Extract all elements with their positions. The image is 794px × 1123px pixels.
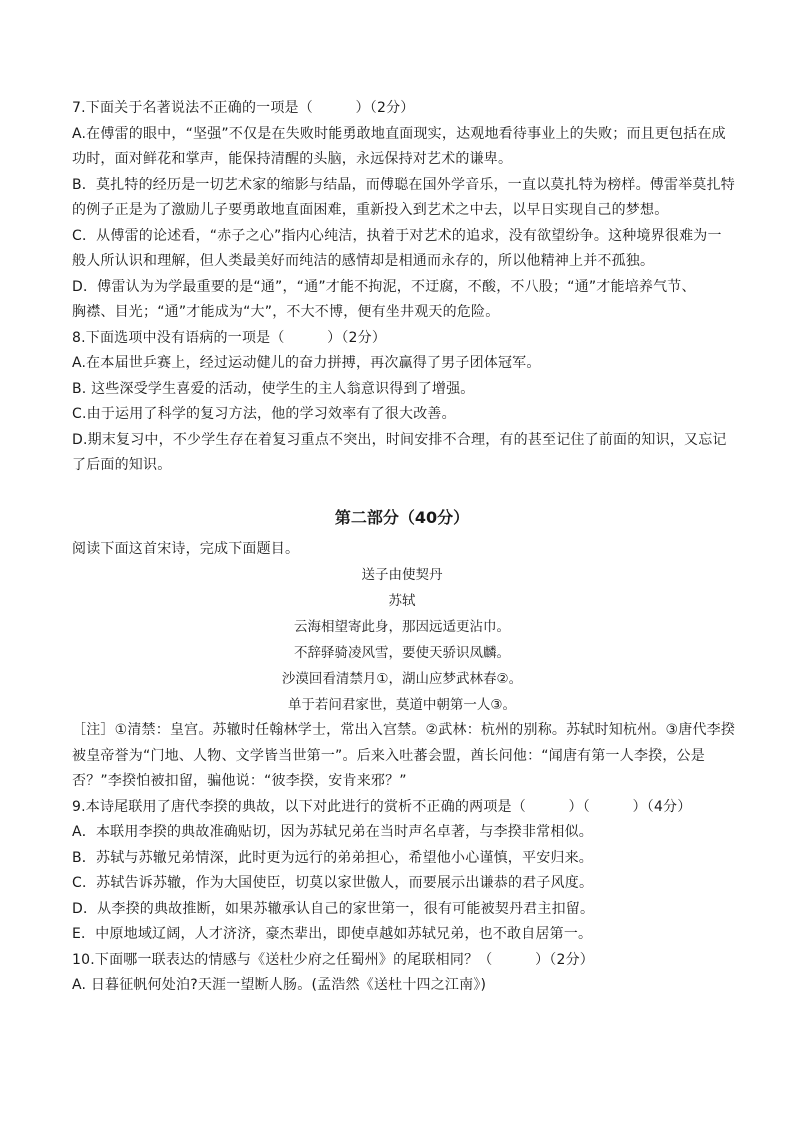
poem-line: 云海相望寄此身，那因远适更沾巾。 — [294, 619, 510, 635]
q8-stem: 8.下面选项中没有语病的一项是（ ）（2分） — [72, 329, 387, 346]
poem-note-line2: 被皇帝誉为“门地、人物、文学皆当世第一”。后来入吐蕃会盟，酋长问他：“闻唐有第一人李揆，公是 — [72, 747, 705, 764]
q7-option-b-line2: 的例子正是为了激励儿子要勇敢地直面困难，重新投入到艺术之中去，以早日实现自己的梦想。 — [72, 202, 669, 218]
q7-stem: 7.下面关于名著说法不正确的一项是（ ）（2分） — [72, 100, 415, 116]
q9-option: B．苏轼与苏辙兄弟情深，此时更为远行的弟弟担心，希望他小心谨慎，平安归来。 — [72, 849, 594, 866]
poem-note-line3: 否？”李揆怕被扣留，骗他说：“彼李揆，安肯来邪？” — [72, 773, 407, 789]
poem-line: 沙漠回看清禁月①，湖山应梦武林春②。 — [281, 671, 523, 687]
q8-option-b: B. 这些深受学生喜爱的活动，使学生的主人翁意识得到了增强。 — [72, 380, 475, 397]
q7-option-a-line2: 功时，面对鲜花和掌声，能保持清醒的头脑，永远保持对艺术的谦卑。 — [72, 151, 513, 167]
q9-option: E．中原地域辽阔，人才济济，豪杰辈出，即使卓越如苏轼兄弟，也不敢自居第一。 — [72, 926, 593, 942]
part2-intro: 阅读下面这首宋诗，完成下面题目。 — [72, 540, 300, 557]
q8-option-d-line2: 了后面的知识。 — [72, 457, 172, 473]
q7-option-a-line1: A.在傅雷的眼中，“坚强”不仅是在失败时能勇敢地直面现实，达观地看待事业上的失败；而且更包括在成 — [72, 125, 726, 142]
poem-note-line1: ［注］①清禁：皇宫。苏辙时任翰林学士，常出入宫禁。②武林：杭州的别称。苏轼时知杭州。③唐代李揆 — [72, 722, 736, 738]
q7-option-d-line1: D．傅雷认为为学最重要的是“通”，“通”才能不拘泥，不迂腐，不酸，不八股；“通”才能培养气节、 — [72, 278, 696, 295]
q8-option-c: C.由于运用了科学的复习方法，他的学习效率有了很大改善。 — [72, 406, 456, 422]
q8-option-d-line1: D.期末复习中，不少学生存在着复习重点不突出，时间安排不合理，有的甚至记住了前面的知识，又忘记 — [72, 431, 727, 448]
q9-option: C．苏轼告诉苏辙，作为大国使臣，切莫以家世傲人，而要展示出谦恭的君子风度。 — [72, 875, 594, 891]
q10-option-a: A. 日暮征帆何处泊?天涯一望断人肠。(孟浩然《送杜十四之江南》) — [72, 977, 487, 993]
q7-option-c-line2: 般人所认识和理解，但人类最美好而纯洁的感情却是相通而永存的，所以他精神上并不孤独。 — [72, 253, 655, 269]
poem-line: 单于若问君家世，莫道中朝第一人③。 — [287, 697, 517, 713]
q7-option-b-line1: B．莫扎特的经历是一切艺术家的缩影与结晶，而傅聪在国外学音乐，一直以莫扎特为榜样。傅雷举莫扎特 — [72, 176, 736, 193]
poem-title: 送子由使契丹 — [361, 567, 443, 583]
q9-option: A．本联用李揆的典故准确贴切，因为苏轼兄弟在当时声名卓著，与李揆非常相似。 — [72, 824, 593, 840]
q8-option-a: A.在本届世乒赛上，经过运动健儿的奋力拼搏，再次赢得了男子团体冠军。 — [72, 355, 541, 371]
poem-author: 苏轼 — [388, 593, 416, 609]
q7-option-d-line2: 胸襟、目光；“通”才能成为“大”，不大不博，便有坐井观天的危险。 — [72, 304, 500, 320]
q7-option-c-line1: C．从傅雷的论述看，“赤子之心”指内心纯洁，执着于对艺术的追求，没有欲望纷争。这种境界很难为一 — [72, 227, 722, 244]
q9-option: D．从李揆的典故推断，如果苏辙承认自己的家世第一，很有可能被契丹君主扣留。 — [72, 900, 595, 917]
q9-stem: 9.本诗尾联用了唐代李揆的典故，以下对此进行的赏析不正确的两项是（ ）（ ）（4分） — [72, 798, 692, 815]
part2-title: 第二部分（40分） — [334, 507, 470, 527]
document-page — [72, 96, 736, 999]
q10-stem: 10.下面哪一联表达的情感与《送杜少府之任蜀州》的尾联相同？（ ）（2分） — [72, 951, 594, 968]
poem-line: 不辞驿骑凌风雪，要使天骄识凤麟。 — [294, 645, 510, 661]
